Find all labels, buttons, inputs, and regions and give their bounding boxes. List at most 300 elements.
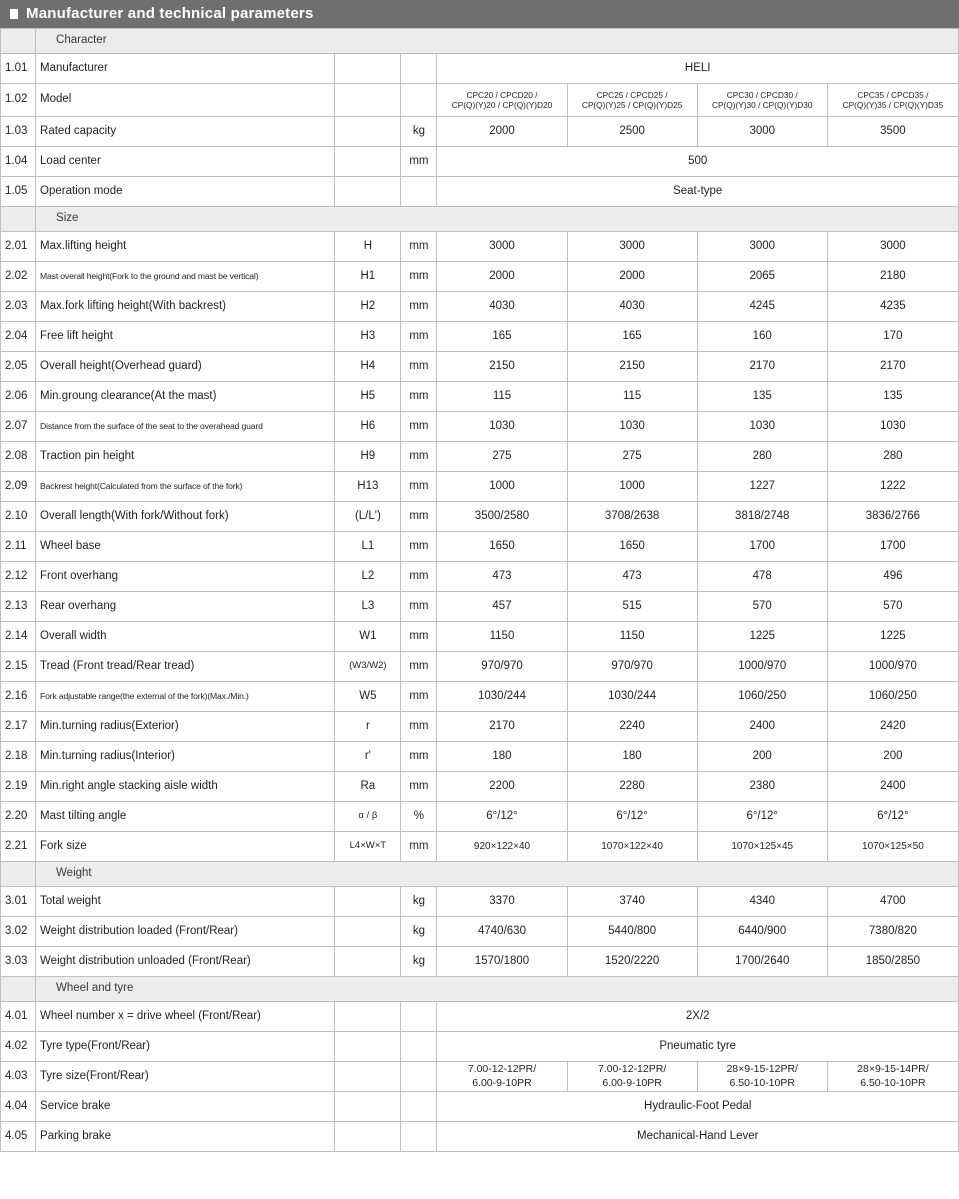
row-number: 2.02 (1, 262, 36, 292)
row-label: Min.turning radius(Interior) (36, 742, 335, 772)
row-label: Overall length(With fork/Without fork) (36, 502, 335, 532)
row-value: 160 (697, 322, 827, 352)
row-value: 1000 (437, 472, 567, 502)
row-value: 3000 (697, 232, 827, 262)
row-value: 4245 (697, 292, 827, 322)
row-value: 6°/12° (437, 802, 567, 832)
row-value: 3708/2638 (567, 502, 697, 532)
row-value: 7.00-12-12PR/ 6.00-9-10PR (437, 1062, 567, 1092)
row-unit (401, 1002, 437, 1032)
row-symbol (335, 177, 401, 207)
table-row (1, 742, 959, 772)
row-value-merged: Hydraulic-Foot Pedal (437, 1092, 959, 1122)
table-body (1, 29, 959, 1152)
row-value: 2280 (567, 772, 697, 802)
row-value-merged: 2X/2 (437, 1002, 959, 1032)
row-value: 6°/12° (697, 802, 827, 832)
row-value: 1070×125×50 (827, 832, 958, 862)
table-row (1, 887, 959, 917)
row-symbol: r' (335, 742, 401, 772)
row-symbol (335, 947, 401, 977)
row-number: 2.15 (1, 652, 36, 682)
row-number: 3.01 (1, 887, 36, 917)
row-number: 2.06 (1, 382, 36, 412)
row-value: 3000 (697, 117, 827, 147)
row-symbol (335, 147, 401, 177)
row-label: Rear overhang (36, 592, 335, 622)
row-number: 3.03 (1, 947, 36, 977)
row-value: 1030 (827, 412, 958, 442)
row-value: 473 (437, 562, 567, 592)
table-row (1, 1092, 959, 1122)
row-value: 4235 (827, 292, 958, 322)
row-value: 2420 (827, 712, 958, 742)
row-symbol (335, 1092, 401, 1122)
group-label: Wheel and tyre (36, 977, 959, 1002)
row-label: Wheel base (36, 532, 335, 562)
group-spacer-cell (1, 207, 36, 232)
table-row (1, 1032, 959, 1062)
row-symbol (335, 1002, 401, 1032)
sheet-title-bar (0, 0, 959, 28)
row-unit: mm (401, 772, 437, 802)
row-label: Distance from the surface of the seat to the overahead guard (36, 412, 335, 442)
row-value: 515 (567, 592, 697, 622)
row-value: 1222 (827, 472, 958, 502)
table-row (1, 352, 959, 382)
row-number: 1.01 (1, 54, 36, 84)
row-unit (401, 54, 437, 84)
row-value: 4740/630 (437, 917, 567, 947)
row-value: 570 (827, 592, 958, 622)
row-value: 275 (567, 442, 697, 472)
group-header-row (1, 29, 959, 54)
row-value: 2170 (697, 352, 827, 382)
row-value: 2200 (437, 772, 567, 802)
row-label: Min.turning radius(Exterior) (36, 712, 335, 742)
row-symbol: L1 (335, 532, 401, 562)
row-value: 165 (567, 322, 697, 352)
table-row (1, 1062, 959, 1092)
row-unit: mm (401, 562, 437, 592)
row-number: 2.12 (1, 562, 36, 592)
row-symbol: H6 (335, 412, 401, 442)
table-row (1, 532, 959, 562)
row-value-merged: Mechanical-Hand Lever (437, 1122, 959, 1152)
row-value: 1150 (437, 622, 567, 652)
row-symbol: H1 (335, 262, 401, 292)
row-label: Overall width (36, 622, 335, 652)
group-label: Character (36, 29, 959, 54)
table-row (1, 292, 959, 322)
table-row (1, 412, 959, 442)
row-value: 457 (437, 592, 567, 622)
row-value: 180 (567, 742, 697, 772)
table-row (1, 262, 959, 292)
group-label: Size (36, 207, 959, 232)
page-title: Manufacturer and technical parameters (26, 5, 314, 22)
row-value: 2170 (827, 352, 958, 382)
row-value: 1070×125×45 (697, 832, 827, 862)
row-value: 2000 (437, 262, 567, 292)
row-value: 1570/1800 (437, 947, 567, 977)
row-number: 2.18 (1, 742, 36, 772)
row-unit: mm (401, 832, 437, 862)
row-value: 1700/2640 (697, 947, 827, 977)
row-value: 1060/250 (697, 682, 827, 712)
row-value: 1000 (567, 472, 697, 502)
row-unit (401, 84, 437, 117)
row-unit: mm (401, 682, 437, 712)
row-symbol: α / β (335, 802, 401, 832)
row-number: 2.13 (1, 592, 36, 622)
table-row (1, 652, 959, 682)
row-symbol (335, 1062, 401, 1092)
row-unit: mm (401, 382, 437, 412)
row-value: 478 (697, 562, 827, 592)
row-value: 1700 (827, 532, 958, 562)
row-number: 2.09 (1, 472, 36, 502)
row-label: Operation mode (36, 177, 335, 207)
row-value: 2000 (437, 117, 567, 147)
row-value: 1700 (697, 532, 827, 562)
table-row (1, 472, 959, 502)
row-number: 2.10 (1, 502, 36, 532)
row-label: Traction pin height (36, 442, 335, 472)
row-value: 165 (437, 322, 567, 352)
row-value-merged: Seat-type (437, 177, 959, 207)
row-unit (401, 1122, 437, 1152)
row-number: 2.21 (1, 832, 36, 862)
row-label: Tyre size(Front/Rear) (36, 1062, 335, 1092)
row-symbol (335, 1122, 401, 1152)
row-value: 2000 (567, 262, 697, 292)
row-symbol: H4 (335, 352, 401, 382)
row-value: 7.00-12-12PR/ 6.00-9-10PR (567, 1062, 697, 1092)
row-symbol: W5 (335, 682, 401, 712)
row-value: 1650 (437, 532, 567, 562)
row-number: 3.02 (1, 917, 36, 947)
row-unit: mm (401, 412, 437, 442)
row-label: Wheel number x = drive wheel (Front/Rear) (36, 1002, 335, 1032)
table-row (1, 84, 959, 117)
row-label: Front overhang (36, 562, 335, 592)
row-unit: mm (401, 472, 437, 502)
row-value: 1060/250 (827, 682, 958, 712)
row-label: Service brake (36, 1092, 335, 1122)
table-row (1, 562, 959, 592)
row-value: 1000/970 (697, 652, 827, 682)
row-value: 115 (567, 382, 697, 412)
row-value: 2180 (827, 262, 958, 292)
row-value: 200 (697, 742, 827, 772)
row-value-merged: HELI (437, 54, 959, 84)
row-value: 1520/2220 (567, 947, 697, 977)
row-number: 2.11 (1, 532, 36, 562)
row-label: Model (36, 84, 335, 117)
row-unit: kg (401, 117, 437, 147)
group-label: Weight (36, 862, 959, 887)
row-value: 7380/820 (827, 917, 958, 947)
row-value: 6440/900 (697, 917, 827, 947)
row-symbol (335, 887, 401, 917)
row-unit: mm (401, 232, 437, 262)
row-value: 4700 (827, 887, 958, 917)
row-value: 1030 (567, 412, 697, 442)
row-value-merged: Pneumatic tyre (437, 1032, 959, 1062)
row-value: 2400 (697, 712, 827, 742)
row-label: Overall height(Overhead guard) (36, 352, 335, 382)
row-unit: mm (401, 652, 437, 682)
row-number: 1.05 (1, 177, 36, 207)
row-label: Total weight (36, 887, 335, 917)
row-label: Mast tilting angle (36, 802, 335, 832)
row-value: 1650 (567, 532, 697, 562)
row-symbol (335, 84, 401, 117)
table-row (1, 147, 959, 177)
row-value: 3000 (827, 232, 958, 262)
table-row (1, 947, 959, 977)
row-value: 180 (437, 742, 567, 772)
row-value: 1070×122×40 (567, 832, 697, 862)
row-symbol: H3 (335, 322, 401, 352)
row-value: 4030 (437, 292, 567, 322)
table-row (1, 382, 959, 412)
row-symbol: H13 (335, 472, 401, 502)
row-value: CPC25 / CPCD25 / CP(Q)(Y)25 / CP(Q)(Y)D25 (567, 84, 697, 117)
row-value: 1225 (827, 622, 958, 652)
row-symbol: r (335, 712, 401, 742)
row-value: 2500 (567, 117, 697, 147)
title-marker-icon (10, 9, 18, 19)
row-value: 1030 (437, 412, 567, 442)
row-symbol: (W3/W2) (335, 652, 401, 682)
row-unit: mm (401, 442, 437, 472)
row-value: 1225 (697, 622, 827, 652)
row-value: 135 (827, 382, 958, 412)
row-number: 1.04 (1, 147, 36, 177)
row-value: 2400 (827, 772, 958, 802)
row-value: 6°/12° (827, 802, 958, 832)
row-value: 115 (437, 382, 567, 412)
table-row (1, 1122, 959, 1152)
row-value: 200 (827, 742, 958, 772)
row-number: 4.03 (1, 1062, 36, 1092)
row-unit (401, 1062, 437, 1092)
row-label: Tread (Front tread/Rear tread) (36, 652, 335, 682)
row-value: 570 (697, 592, 827, 622)
row-number: 2.19 (1, 772, 36, 802)
row-label: Fork adjustable range(the external of the fork)(Max./Min.) (36, 682, 335, 712)
table-row (1, 232, 959, 262)
row-value: 1030/244 (567, 682, 697, 712)
row-unit (401, 1092, 437, 1122)
row-label: Rated capacity (36, 117, 335, 147)
row-unit: mm (401, 352, 437, 382)
row-number: 2.08 (1, 442, 36, 472)
row-value: 1030/244 (437, 682, 567, 712)
table-row (1, 712, 959, 742)
row-symbol (335, 54, 401, 84)
row-label: Free lift height (36, 322, 335, 352)
table-row (1, 682, 959, 712)
row-label: Fork size (36, 832, 335, 862)
row-number: 2.05 (1, 352, 36, 382)
row-symbol: (L/L') (335, 502, 401, 532)
row-label: Max.lifting height (36, 232, 335, 262)
table-row (1, 1002, 959, 1032)
row-value: 3740 (567, 887, 697, 917)
table-row (1, 54, 959, 84)
row-label: Tyre type(Front/Rear) (36, 1032, 335, 1062)
row-value: 170 (827, 322, 958, 352)
row-symbol: L4×W×T (335, 832, 401, 862)
row-value: 280 (697, 442, 827, 472)
row-number: 4.04 (1, 1092, 36, 1122)
row-label: Weight distribution unloaded (Front/Rear) (36, 947, 335, 977)
row-value: 2065 (697, 262, 827, 292)
row-value: 2170 (437, 712, 567, 742)
row-number: 2.20 (1, 802, 36, 832)
row-number: 1.03 (1, 117, 36, 147)
row-value: 473 (567, 562, 697, 592)
table-row (1, 177, 959, 207)
table-row (1, 917, 959, 947)
row-label: Load center (36, 147, 335, 177)
row-unit: % (401, 802, 437, 832)
row-number: 2.14 (1, 622, 36, 652)
row-value: 28×9-15-12PR/ 6.50-10-10PR (697, 1062, 827, 1092)
row-value: 3500 (827, 117, 958, 147)
group-header-row (1, 862, 959, 887)
group-spacer-cell (1, 862, 36, 887)
row-value: 6°/12° (567, 802, 697, 832)
group-spacer-cell (1, 29, 36, 54)
row-number: 4.05 (1, 1122, 36, 1152)
row-value: 1000/970 (827, 652, 958, 682)
table-row (1, 442, 959, 472)
row-value: 28×9-15-14PR/ 6.50-10-10PR (827, 1062, 958, 1092)
row-symbol (335, 917, 401, 947)
row-unit: mm (401, 502, 437, 532)
row-unit: mm (401, 712, 437, 742)
row-value: 1150 (567, 622, 697, 652)
row-value: 275 (437, 442, 567, 472)
row-value: 2150 (567, 352, 697, 382)
row-label: Manufacturer (36, 54, 335, 84)
row-number: 2.17 (1, 712, 36, 742)
row-value: 920×122×40 (437, 832, 567, 862)
row-number: 2.01 (1, 232, 36, 262)
row-value: 3000 (567, 232, 697, 262)
row-symbol: H2 (335, 292, 401, 322)
row-label: Min.groung clearance(At the mast) (36, 382, 335, 412)
table-row (1, 592, 959, 622)
row-value: 4340 (697, 887, 827, 917)
row-unit: mm (401, 592, 437, 622)
table-row (1, 117, 959, 147)
row-value: 3818/2748 (697, 502, 827, 532)
table-row (1, 802, 959, 832)
row-value: 1030 (697, 412, 827, 442)
row-symbol: H9 (335, 442, 401, 472)
row-unit: mm (401, 262, 437, 292)
row-value: 970/970 (567, 652, 697, 682)
group-spacer-cell (1, 977, 36, 1002)
row-symbol: H (335, 232, 401, 262)
row-value-merged: 500 (437, 147, 959, 177)
row-value: 1850/2850 (827, 947, 958, 977)
row-unit: mm (401, 742, 437, 772)
row-value: 2240 (567, 712, 697, 742)
row-value: 280 (827, 442, 958, 472)
row-number: 2.07 (1, 412, 36, 442)
row-value: 3370 (437, 887, 567, 917)
row-label: Mast overall height(Fork to the ground and mast be vertical) (36, 262, 335, 292)
row-symbol: H5 (335, 382, 401, 412)
row-value: 1227 (697, 472, 827, 502)
group-header-row (1, 207, 959, 232)
row-number: 2.04 (1, 322, 36, 352)
row-value: 2150 (437, 352, 567, 382)
row-label: Weight distribution loaded (Front/Rear) (36, 917, 335, 947)
specifications-table (0, 28, 959, 1152)
row-label: Min.right angle stacking aisle width (36, 772, 335, 802)
row-value: 496 (827, 562, 958, 592)
row-symbol: W1 (335, 622, 401, 652)
table-row (1, 622, 959, 652)
row-unit: kg (401, 887, 437, 917)
row-value: 2380 (697, 772, 827, 802)
row-number: 4.02 (1, 1032, 36, 1062)
row-number: 1.02 (1, 84, 36, 117)
row-symbol: L2 (335, 562, 401, 592)
row-unit (401, 1032, 437, 1062)
table-row (1, 502, 959, 532)
row-symbol: Ra (335, 772, 401, 802)
row-value: 4030 (567, 292, 697, 322)
row-symbol (335, 117, 401, 147)
row-value: CPC30 / CPCD30 / CP(Q)(Y)30 / CP(Q)(Y)D30 (697, 84, 827, 117)
row-symbol (335, 1032, 401, 1062)
table-row (1, 322, 959, 352)
row-unit: kg (401, 947, 437, 977)
row-value: 3000 (437, 232, 567, 262)
table-row (1, 772, 959, 802)
group-header-row (1, 977, 959, 1002)
row-number: 4.01 (1, 1002, 36, 1032)
row-unit: mm (401, 322, 437, 352)
row-value: 3500/2580 (437, 502, 567, 532)
row-value: 3836/2766 (827, 502, 958, 532)
row-label: Max.fork lifting height(With backrest) (36, 292, 335, 322)
row-label: Backrest height(Calculated from the surface of the fork) (36, 472, 335, 502)
row-unit: kg (401, 917, 437, 947)
row-unit: mm (401, 147, 437, 177)
row-value: 5440/800 (567, 917, 697, 947)
row-value: CPC35 / CPCD35 / CP(Q)(Y)35 / CP(Q)(Y)D35 (827, 84, 958, 117)
row-unit: mm (401, 292, 437, 322)
row-number: 2.16 (1, 682, 36, 712)
row-symbol: L3 (335, 592, 401, 622)
row-unit (401, 177, 437, 207)
row-label: Parking brake (36, 1122, 335, 1152)
row-value: 135 (697, 382, 827, 412)
row-unit: mm (401, 532, 437, 562)
row-unit: mm (401, 622, 437, 652)
table-row (1, 832, 959, 862)
row-value: 970/970 (437, 652, 567, 682)
